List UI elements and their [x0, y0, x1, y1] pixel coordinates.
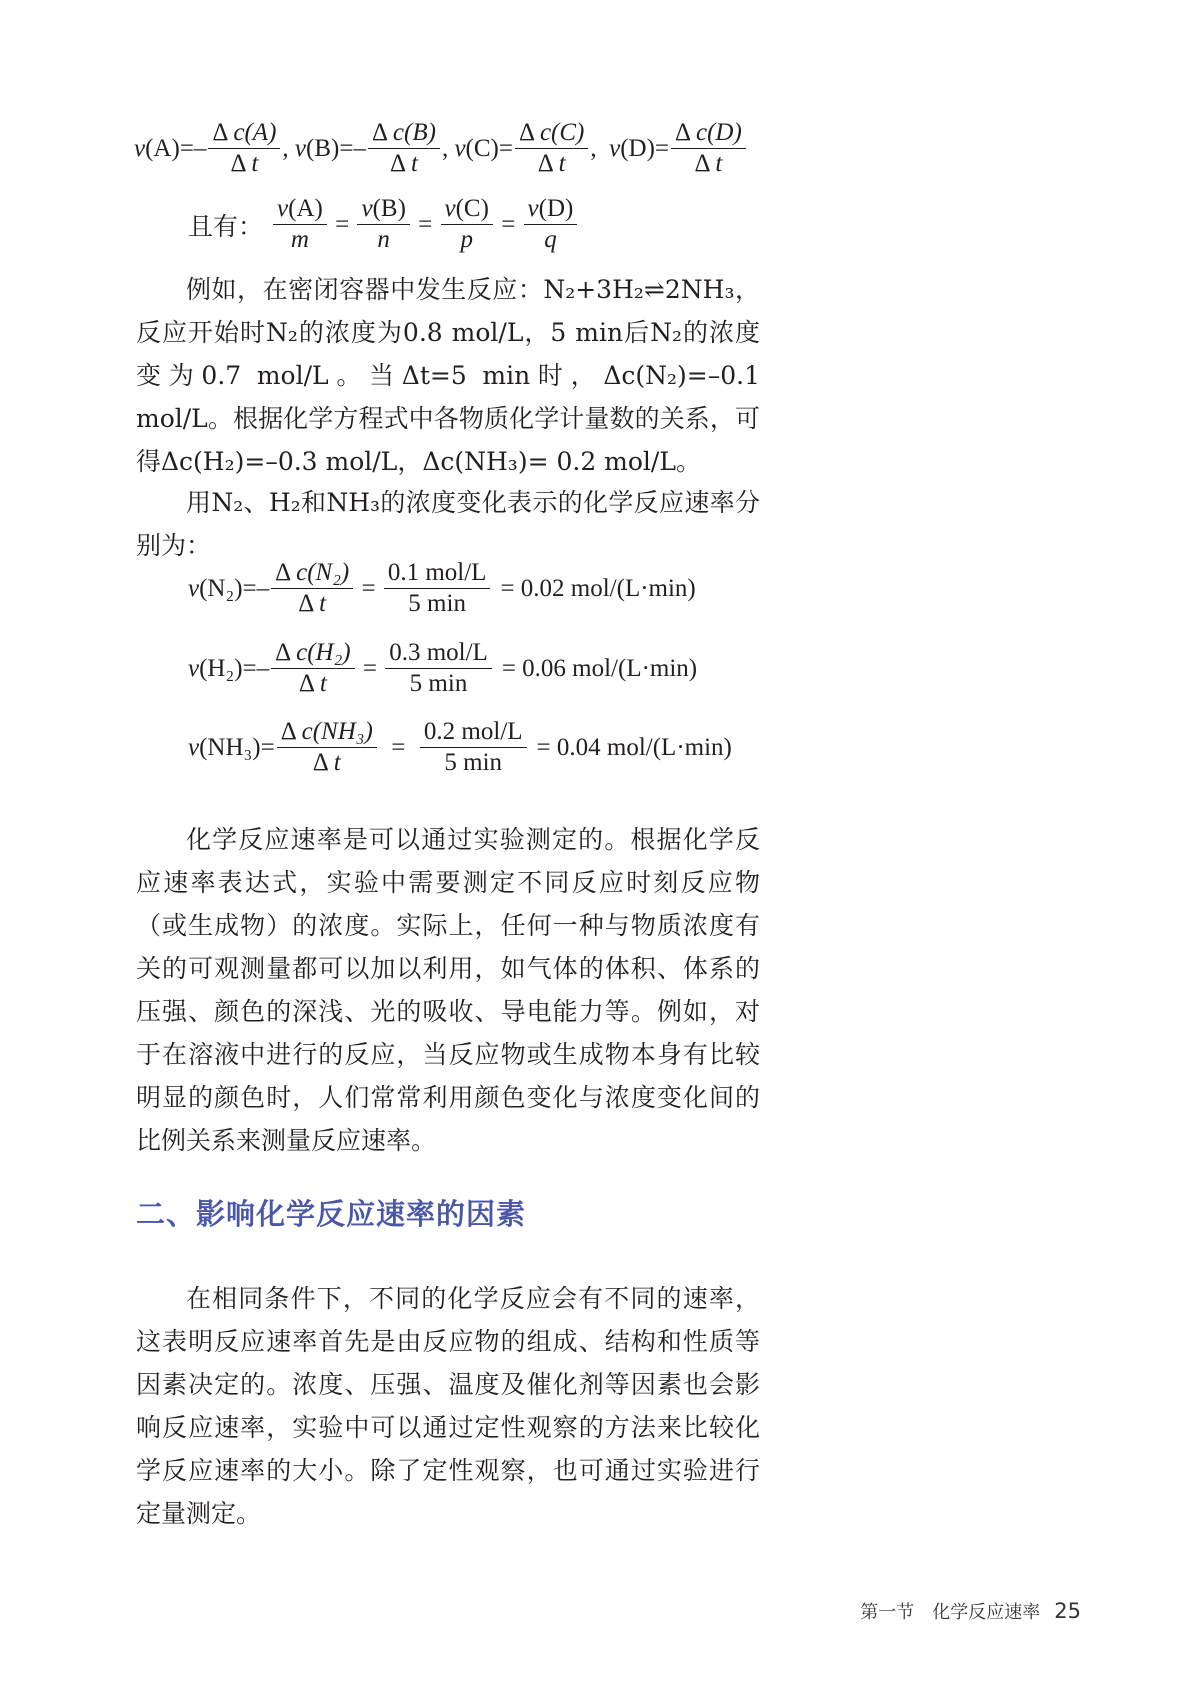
ratio-den-n: n — [377, 226, 390, 254]
rate-def-d-num: c(D) — [695, 119, 742, 146]
rate-calc-n2-result: = 0.02 mol/(L·min) — [500, 574, 696, 602]
factors-paragraph — [136, 1277, 760, 1535]
rate-calc-nh3-den: t — [333, 749, 341, 777]
rate-calc-h2-lhs: (H₂)=– — [199, 654, 270, 682]
rate-calc-n2: v (N₂)=– $\frac{\text{Δ c(N₂)}}{\text{Δ t}}$ = $\frac{\text{0.1 mol/L}}{5 \min}$ = 0.02 mol/(L·min) — [188, 559, 696, 618]
rate-def-c-lhs: (C)= — [465, 134, 513, 162]
rate-calc-h2-result: = 0.06 mol/(L·min) — [501, 654, 698, 682]
rate-def-d-lhs: (D)= — [620, 134, 670, 162]
measurement-paragraph — [136, 818, 760, 1162]
ratio-equation: 且有： $\frac{v(A)}{m}$ = $\frac{v(B)}{n}$ = $\frac{v(C)}{p}$ = $\frac{v(D)}{q}$ — [188, 196, 579, 254]
ratio-num-b: (B) — [372, 195, 406, 222]
rate-calc-h2-num: c(H₂) — [296, 639, 351, 666]
rate-def-b: v (B)=– $\frac{\text{Δ c(B)}}{\text{Δ t}}$ — [295, 120, 442, 178]
rate-calc-h2: v (H₂)=– $\frac{\text{Δ c(H₂)}}{\text{Δ t}}$ = $\frac{\text{0.3 mol/L}}{5 \min}$ = 0.06 mol/(L·min) — [188, 639, 698, 698]
rate-calc-n2-lhs: (N₂)=– — [199, 574, 270, 602]
rate-calc-h2-value-num: 0.3 mol/L — [385, 640, 492, 669]
intro-line — [136, 481, 760, 567]
factors-paragraph-text: 在相同条件下，不同的化学反应会有不同的速率，这表明反应速率首先是由反应物的组成、结构和性质等因素决定的。浓度、压强、温度及催化剂等因素也会影响反应速率，实验中可以通过定性观察的方法来比较化学反应速率的大小。除了定性观察，也可通过实验进行定量测定。 — [136, 1284, 760, 1528]
ratio-den-m: m — [290, 226, 309, 254]
intro-line-text: 用N₂、H₂和NH₃的浓度变化表示的化学反应速率分别为： — [136, 488, 760, 560]
rate-calc-nh3-result: = 0.04 mol/(L·min) — [536, 733, 732, 761]
rate-def-a-num: c(A) — [233, 119, 277, 146]
rate-def-a-den: t — [251, 150, 259, 178]
rate-def-c-den: t — [558, 150, 566, 178]
rate-def-b-den: t — [410, 150, 418, 178]
ratio-den-p: p — [460, 226, 473, 254]
rate-calc-n2-num: c(N₂) — [296, 559, 350, 586]
rate-def-c: v (C)= $\frac{\text{Δ c(C)}}{\text{Δ t}}$ — [454, 120, 590, 178]
rate-def-d: v (D)= $\frac{\text{Δ c(D)}}{\text{Δ t}}$ — [609, 120, 748, 178]
rate-calc-nh3-value-num: 0.2 mol/L — [420, 719, 527, 748]
section-heading: 二、影响化学反应速率的因素 — [136, 1197, 527, 1231]
rate-calc-n2-value-num: 0.1 mol/L — [384, 560, 491, 589]
rate-def-a-lhs: (A)=– — [145, 134, 207, 162]
measurement-paragraph-text: 化学反应速率是可以通过实验测定的。根据化学反应速率表达式，实验中需要测定不同反应时刻反应物（或生成物）的浓度。实际上，任何一种与物质浓度有关的可观测量都可以加以利用，如气体的体积、体系的压强、颜色的深浅、光的吸收、导电能力等。例如，对于在溶液中进行的反应，当反应物或生成物本身有比较明显的颜色时，人们常常利用颜色变化与浓度变化间的比例关系来测量反应速率。 — [136, 825, 760, 1155]
rate-definitions: v (A)=– $\frac{\text{Δ c(A)}}{\text{Δ t}}$ , v (B)=– $\frac{\text{Δ c(B)}}{\text{Δ t}}$ , v (C)= $\frac{\text{Δ c(C)}}{\text{Δ t}}$ , v (D)= $\frac{\text{Δ c(D)}}{\text{Δ t}}$ — [134, 120, 748, 178]
ratio-den-q: q — [544, 226, 557, 254]
example-paragraph — [136, 268, 760, 483]
rate-def-b-num: c(B) — [392, 119, 436, 146]
ratio-num-c: (C) — [455, 195, 489, 222]
page-footer — [860, 1598, 1081, 1624]
example-paragraph-text: 例如，在密闭容器中发生反应：N₂+3H₂⇌2NH₃，反应开始时N₂的浓度为0.8 mol/L，5 min后N₂的浓度变为0.7 mol/L。当Δt=5 min时，Δc(N₂)=–0.1 mol/L。根据化学方程式中各物质化学计量数的关系，可得Δc(H₂)=–0.3 mol/L，Δc(NH₃)= 0.2 mol/L。 — [136, 275, 760, 476]
rate-def-d-den: t — [715, 150, 723, 178]
rate-def-a: v (A)=– $\frac{\text{Δ c(A)}}{\text{Δ t}}$ — [134, 120, 282, 178]
rate-calc-n2-den: t — [319, 590, 327, 618]
ratio-num-a: (A) — [288, 195, 323, 222]
rate-calc-n2-value-den: 5 min — [408, 590, 466, 618]
rate-def-b-lhs: (B)=– — [306, 134, 366, 162]
rate-calc-h2-den: t — [319, 670, 327, 698]
rate-calc-h2-value-den: 5 min — [409, 670, 468, 698]
ratio-prefix: 且有： — [188, 211, 264, 241]
rate-calc-nh3-num: c(NH₃) — [301, 718, 373, 745]
rate-def-c-num: c(C) — [539, 119, 585, 146]
rate-calc-nh3-value-den: 5 min — [444, 749, 503, 777]
page-number: 25 — [1054, 1599, 1081, 1623]
rate-calc-nh3-lhs: (NH₃)= — [199, 733, 275, 761]
ratio-num-d: (D) — [538, 195, 574, 222]
rate-calc-nh3: v (NH₃)= $\frac{\text{Δ c(NH₃)}}{\text{Δ t}}$ = $\frac{\text{0.2 mol/L}}{5 \min}$ = 0.04 mol/(L·min) — [188, 718, 732, 777]
footer-section-title: 第一节 化学反应速率 — [860, 1602, 1041, 1623]
